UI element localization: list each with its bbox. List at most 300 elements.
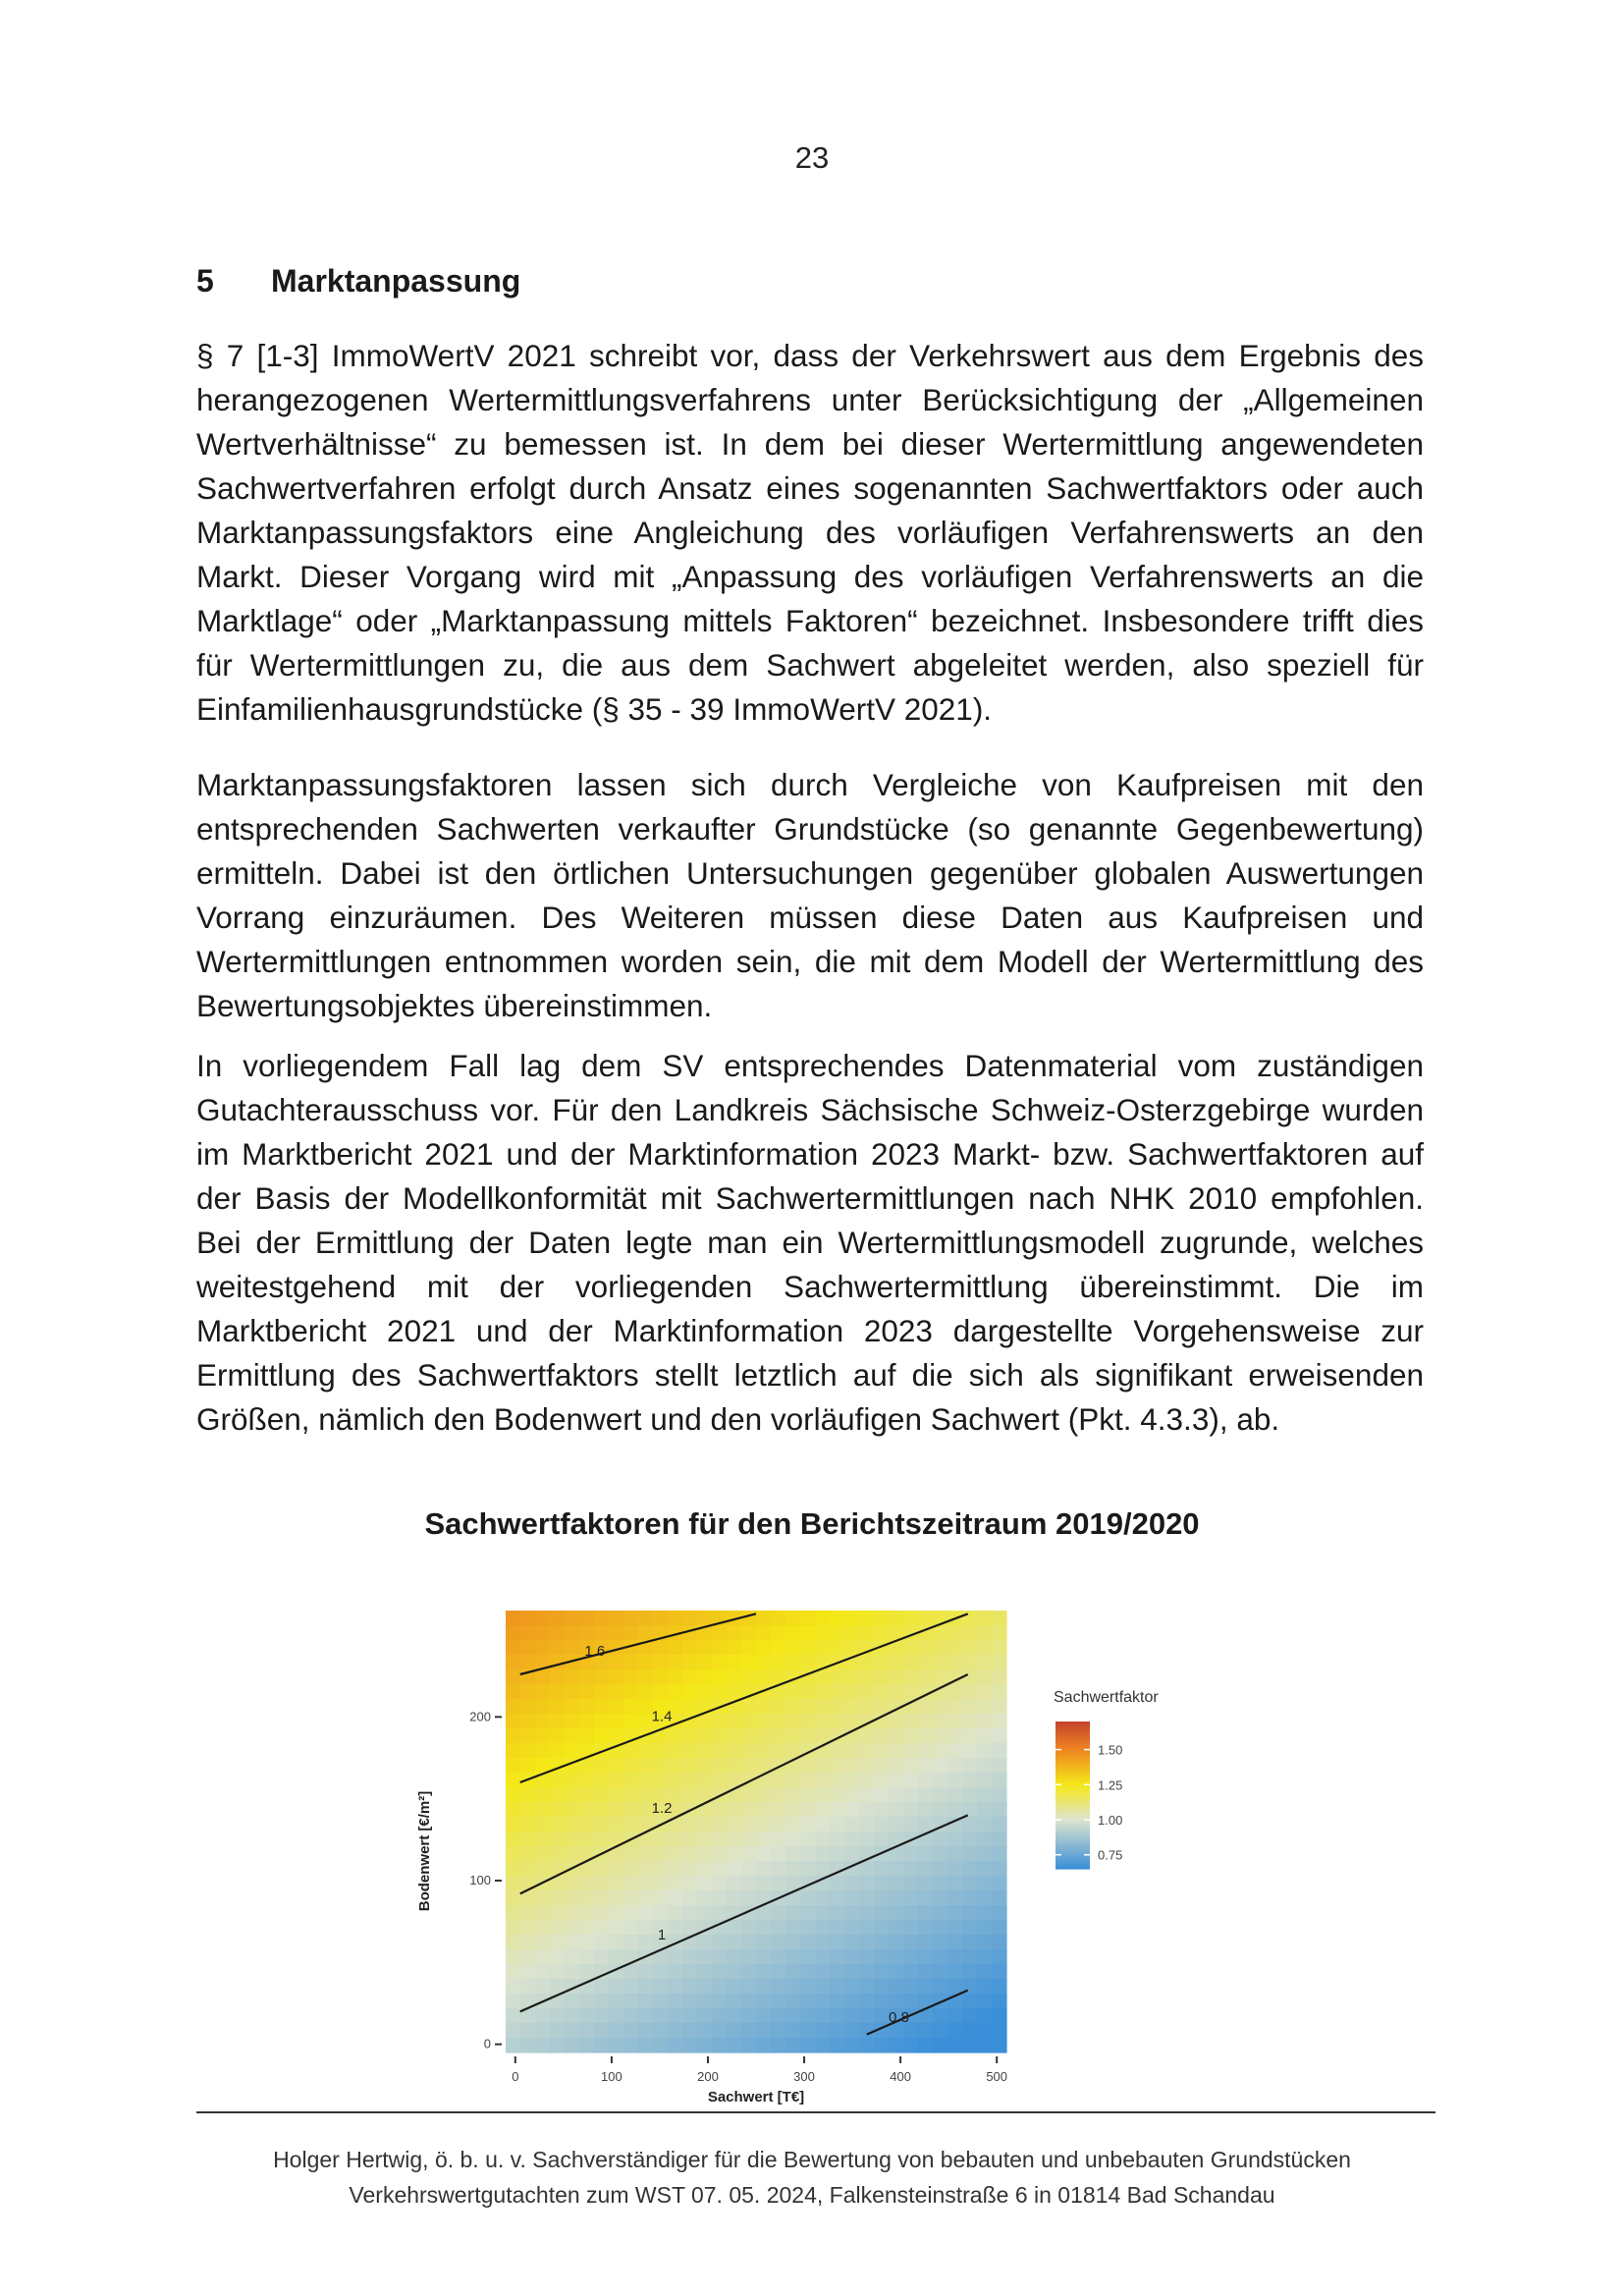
- section-title: Marktanpassung: [271, 263, 521, 299]
- heatmap-cell: [579, 1890, 595, 1906]
- heatmap-cell: [933, 1802, 948, 1818]
- heatmap-cell: [594, 1625, 610, 1641]
- heatmap-cell: [874, 1979, 890, 1995]
- heatmap-cell: [800, 1846, 816, 1862]
- heatmap-cell: [785, 1979, 801, 1995]
- heatmap-cell: [653, 2023, 669, 2039]
- heatmap-cell: [727, 1684, 742, 1700]
- heatmap-cell: [697, 1655, 713, 1670]
- heatmap-cell: [977, 1817, 993, 1832]
- heatmap-cell: [682, 1846, 698, 1862]
- heatmap-cell: [520, 1684, 536, 1700]
- heatmap-cell: [653, 1876, 669, 1891]
- heatmap-cell: [565, 1949, 580, 1965]
- heatmap-cell: [741, 1964, 757, 1980]
- heatmap-cell: [844, 1876, 860, 1891]
- x-tick-label: 100: [601, 2069, 623, 2084]
- heatmap-cell: [830, 1964, 845, 1980]
- heatmap-cell: [668, 1964, 683, 1980]
- contour-label: 1.4: [651, 1708, 673, 1725]
- heatmap-cell: [830, 1611, 845, 1626]
- heatmap-cell: [653, 1979, 669, 1995]
- contour-label: 0.8: [888, 2009, 909, 2027]
- heatmap-cell: [815, 1787, 831, 1803]
- heatmap-cell: [947, 1905, 963, 1921]
- heatmap-cell: [889, 1920, 904, 1936]
- heatmap-cell: [830, 1714, 845, 1729]
- heatmap-cell: [727, 1935, 742, 1950]
- heatmap-cell: [859, 1920, 875, 1936]
- heatmap-cell: [579, 2023, 595, 2039]
- heatmap-cell: [800, 2038, 816, 2053]
- heatmap-cell: [859, 1728, 875, 1744]
- heatmap-cell: [844, 1773, 860, 1788]
- heatmap-cell: [741, 1817, 757, 1832]
- heatmap-cell: [609, 1655, 624, 1670]
- heatmap-cell: [623, 1684, 639, 1700]
- heatmap-cell: [682, 1994, 698, 2009]
- heatmap-cell: [859, 1625, 875, 1641]
- heatmap-cell: [947, 1935, 963, 1950]
- heatmap-cell: [594, 1611, 610, 1626]
- heatmap-cell: [830, 1979, 845, 1995]
- heatmap-cell: [962, 1846, 978, 1862]
- heatmap-cell: [947, 1655, 963, 1670]
- heatmap-cell: [815, 1728, 831, 1744]
- heatmap-cell: [741, 1640, 757, 1656]
- heatmap-cell: [682, 1669, 698, 1685]
- heatmap-cell: [727, 1876, 742, 1891]
- heatmap-cell: [697, 1935, 713, 1950]
- heatmap-cell: [815, 1920, 831, 1936]
- sachwertfaktor-heatmap: [403, 1586, 1218, 2105]
- heatmap-cell: [520, 1699, 536, 1715]
- heatmap-cell: [756, 1640, 772, 1656]
- heatmap-cell: [800, 1684, 816, 1700]
- heatmap-cell: [653, 1611, 669, 1626]
- heatmap-cell: [844, 1802, 860, 1818]
- heatmap-cell: [535, 1802, 551, 1818]
- heatmap-cell: [697, 1890, 713, 1906]
- heatmap-cell: [520, 1758, 536, 1774]
- heatmap-cell: [889, 2038, 904, 2053]
- heatmap-cell: [815, 1611, 831, 1626]
- heatmap-cell: [771, 2008, 786, 2024]
- heatmap-cell: [874, 1817, 890, 1832]
- heatmap-cell: [697, 1640, 713, 1656]
- heatmap-cell: [933, 1714, 948, 1729]
- heatmap-cell: [977, 1655, 993, 1670]
- heatmap-cell: [933, 1979, 948, 1995]
- heatmap-cell: [535, 2023, 551, 2039]
- heatmap-cell: [550, 2008, 566, 2024]
- heatmap-cell: [800, 1758, 816, 1774]
- heatmap-cell: [947, 1714, 963, 1729]
- heatmap-cell: [623, 1802, 639, 1818]
- heatmap-cell: [815, 1699, 831, 1715]
- heatmap-cell: [682, 1743, 698, 1759]
- heatmap-cell: [727, 1979, 742, 1995]
- heatmap-cell: [889, 1743, 904, 1759]
- heatmap-cell: [889, 1949, 904, 1965]
- heatmap-cell: [771, 1876, 786, 1891]
- legend-tick-label: 0.75: [1098, 1847, 1123, 1863]
- heatmap-cell: [550, 1817, 566, 1832]
- footer-report: Verkehrswertgutachten zum WST 07. 05. 2024, Falkensteinstraße 6 in 01814 Bad Schandau: [349, 2182, 1275, 2208]
- heatmap-cell: [756, 1625, 772, 1641]
- heatmap-cell: [609, 1728, 624, 1744]
- heatmap-cell: [859, 2008, 875, 2024]
- heatmap-cell: [800, 1949, 816, 1965]
- heatmap-cell: [874, 1890, 890, 1906]
- heatmap-cell: [933, 1743, 948, 1759]
- heatmap-cell: [992, 1758, 1007, 1774]
- heatmap-cell: [535, 1831, 551, 1847]
- heatmap-cell: [565, 1669, 580, 1685]
- heatmap-cell: [579, 1625, 595, 1641]
- heatmap-cell: [623, 1935, 639, 1950]
- heatmap-cell: [756, 1831, 772, 1847]
- heatmap-cell: [506, 1994, 521, 2009]
- heatmap-cell: [977, 1949, 993, 1965]
- heatmap-cell: [756, 1669, 772, 1685]
- heatmap-cell: [535, 1846, 551, 1862]
- heatmap-cell: [859, 2038, 875, 2053]
- heatmap-cell: [992, 1655, 1007, 1670]
- heatmap-cell: [594, 1684, 610, 1700]
- heatmap-cell: [889, 1905, 904, 1921]
- heatmap-cell: [506, 1699, 521, 1715]
- heatmap-cell: [506, 1728, 521, 1744]
- heatmap-cell: [992, 1846, 1007, 1862]
- heatmap-cell: [962, 1787, 978, 1803]
- heatmap-cell: [682, 1699, 698, 1715]
- heatmap-cell: [771, 1743, 786, 1759]
- heatmap-cell: [638, 1861, 654, 1877]
- heatmap-cell: [771, 1802, 786, 1818]
- heatmap-cell: [859, 1655, 875, 1670]
- heatmap-cell: [565, 1890, 580, 1906]
- heatmap-cell: [844, 1817, 860, 1832]
- heatmap-cell: [727, 1817, 742, 1832]
- heatmap-cell: [815, 1802, 831, 1818]
- heatmap-cell: [697, 1876, 713, 1891]
- heatmap-cell: [653, 1846, 669, 1862]
- heatmap-cell: [785, 1714, 801, 1729]
- heatmap-cell: [623, 1920, 639, 1936]
- paragraph-market-factors: Marktanpassungsfaktoren lassen sich durch Vergleiche von Kaufpreisen mit den entsprechenden Sachwerten verkaufter Grundstücke (so genannte Gegenbewertung) ermitteln. Dabei ist den örtlichen Untersuchungen gegenüber globalen Auswertungen Vorrang einzuräumen. Des Weiteren müssen diese Daten aus Kaufpreisen und Wertermittlungen entnommen worden sein, die mit dem Modell der Wertermittlung des Bewertungsobjektes übereinstimmen.: [196, 767, 1424, 1023]
- heatmap-cell: [697, 1684, 713, 1700]
- heatmap-cell: [756, 1861, 772, 1877]
- heatmap-cell: [565, 1994, 580, 2009]
- heatmap-cell: [859, 1773, 875, 1788]
- heatmap-cell: [903, 1817, 919, 1832]
- heatmap-cell: [800, 1861, 816, 1877]
- heatmap-cell: [579, 1611, 595, 1626]
- heatmap-cell: [859, 1802, 875, 1818]
- heatmap-cell: [535, 1699, 551, 1715]
- heatmap-cell: [638, 2038, 654, 2053]
- heatmap-cell: [668, 1831, 683, 1847]
- heatmap-cell: [977, 1640, 993, 1656]
- heatmap-cell: [889, 1876, 904, 1891]
- heatmap-cell: [697, 2038, 713, 2053]
- paragraph-legal-basis: § 7 [1-3] ImmoWertV 2021 schreibt vor, dass der Verkehrswert aus dem Ergebnis des herangezogenen Wertermittlungsverfahrens unter Berücksichtigung der „Allgemeinen Wertverhältnisse“ zu bemessen ist. In dem bei dieser Wertermittlung angewendeten Sachwertverfahren erfolgt durch Ansatz eines sogenannten Sachwertfaktors oder auch Marktanpassungsfaktors eine Angleichung des vorläufigen Verfahrenswerts an den Markt. Dieser Vorgang wird mit „Anpassung des vorläufigen Verfahrenswerts an die Marktlage“ oder „Marktanpassung mittels Faktoren“ bezeichnet. Insbesondere trifft dies für Wertermittlungen zu, die aus dem Sachwert abgeleitet werden, also speziell für Einfamilienhausgrundstücke (§ 35 - 39 ImmoWertV 2021).: [196, 338, 1424, 727]
- heatmap-cell: [550, 1890, 566, 1906]
- heatmap-cell: [594, 1861, 610, 1877]
- heatmap-cell: [565, 2023, 580, 2039]
- legend-title: Sachwertfaktor: [1054, 1689, 1159, 1706]
- heatmap-cell: [579, 1831, 595, 1847]
- heatmap-cell: [756, 1846, 772, 1862]
- heatmap-cell: [609, 1890, 624, 1906]
- heatmap-cell: [874, 1728, 890, 1744]
- heatmap-cell: [918, 1773, 934, 1788]
- heatmap-cell: [771, 2038, 786, 2053]
- heatmap-cell: [741, 1949, 757, 1965]
- heatmap-cell: [609, 1787, 624, 1803]
- heatmap-cell: [506, 1802, 521, 1818]
- heatmap-cell: [977, 2038, 993, 2053]
- heatmap-cell: [506, 2023, 521, 2039]
- heatmap-cell: [609, 1758, 624, 1774]
- heatmap-cell: [535, 1728, 551, 1744]
- heatmap-cell: [741, 1758, 757, 1774]
- heatmap-cell: [947, 1979, 963, 1995]
- heatmap-cell: [933, 2038, 948, 2053]
- y-tick-label: 100: [469, 1873, 491, 1887]
- heatmap-cell: [668, 1817, 683, 1832]
- heatmap-cell: [506, 1979, 521, 1995]
- heatmap-cell: [594, 1714, 610, 1729]
- heatmap-cell: [609, 2008, 624, 2024]
- heatmap-cell: [800, 1773, 816, 1788]
- heatmap-cell: [859, 1905, 875, 1921]
- heatmap-cell: [638, 1743, 654, 1759]
- heatmap-cell: [844, 2008, 860, 2024]
- heatmap-cell: [506, 1920, 521, 1936]
- heatmap-cell: [682, 1949, 698, 1965]
- heatmap-cell: [609, 1994, 624, 2009]
- heatmap-cell: [506, 1831, 521, 1847]
- heatmap-cell: [506, 1669, 521, 1685]
- heatmap-cell: [800, 1787, 816, 1803]
- heatmap-cell: [727, 1758, 742, 1774]
- heatmap-cell: [903, 1743, 919, 1759]
- heatmap-cell: [520, 1905, 536, 1921]
- heatmap-cell: [727, 1890, 742, 1906]
- heatmap-cell: [697, 1861, 713, 1877]
- legend-swatch: [1056, 1867, 1090, 1870]
- heatmap-cell: [712, 1935, 728, 1950]
- heatmap-cell: [712, 2023, 728, 2039]
- heatmap-cell: [727, 1920, 742, 1936]
- heatmap-cell: [609, 1905, 624, 1921]
- heatmap-cell: [785, 1994, 801, 2009]
- heatmap-cell: [535, 1611, 551, 1626]
- heatmap-cell: [594, 1802, 610, 1818]
- heatmap-cell: [506, 1905, 521, 1921]
- heatmap-cell: [844, 1743, 860, 1759]
- heatmap-cell: [874, 1758, 890, 1774]
- heatmap-cell: [506, 1611, 521, 1626]
- heatmap-cell: [962, 1714, 978, 1729]
- heatmap-cell: [830, 1817, 845, 1832]
- heatmap-cell: [520, 1714, 536, 1729]
- heatmap-cell: [918, 1861, 934, 1877]
- heatmap-cell: [565, 1802, 580, 1818]
- heatmap-cell: [903, 1714, 919, 1729]
- heatmap-cell: [623, 1773, 639, 1788]
- heatmap-cell: [874, 2038, 890, 2053]
- heatmap-cell: [977, 1625, 993, 1641]
- heatmap-cell: [903, 1684, 919, 1700]
- heatmap-cell: [712, 1876, 728, 1891]
- heatmap-cell: [903, 1935, 919, 1950]
- heatmap-cell: [800, 1802, 816, 1818]
- heatmap-cell: [668, 1640, 683, 1656]
- heatmap-cell: [520, 1935, 536, 1950]
- heatmap-cell: [785, 1787, 801, 1803]
- heatmap-cell: [918, 1890, 934, 1906]
- heatmap-cell: [933, 1905, 948, 1921]
- heatmap-cell: [653, 1861, 669, 1877]
- heatmap-cell: [977, 1773, 993, 1788]
- heatmap-cell: [535, 1949, 551, 1965]
- heatmap-cell: [697, 1669, 713, 1685]
- heatmap-cell: [785, 1846, 801, 1862]
- heatmap-cell: [815, 1817, 831, 1832]
- heatmap-cell: [933, 1728, 948, 1744]
- heatmap-cell: [506, 1787, 521, 1803]
- heatmap-cell: [889, 1684, 904, 1700]
- heatmap-cell: [520, 1920, 536, 1936]
- heatmap-cell: [962, 1905, 978, 1921]
- heatmap-cell: [594, 1831, 610, 1847]
- heatmap-cell: [727, 1831, 742, 1847]
- x-axis-label: Sachwert [T€]: [707, 2089, 805, 2105]
- heatmap-cell: [918, 1655, 934, 1670]
- heatmap-cell: [741, 1699, 757, 1715]
- heatmap-cell: [623, 1669, 639, 1685]
- heatmap-cell: [712, 1964, 728, 1980]
- heatmap-cell: [874, 1802, 890, 1818]
- heatmap-cell: [756, 1964, 772, 1980]
- heatmap-cell: [889, 1935, 904, 1950]
- heatmap-cell: [903, 1846, 919, 1862]
- heatmap-cell: [550, 1861, 566, 1877]
- heatmap-cell: [785, 1611, 801, 1626]
- heatmap-cell: [638, 1846, 654, 1862]
- heatmap-cell: [565, 1773, 580, 1788]
- heatmap-cell: [785, 1684, 801, 1700]
- heatmap-cell: [992, 1831, 1007, 1847]
- heatmap-cell: [697, 1846, 713, 1862]
- page-number: 23: [794, 140, 830, 175]
- heatmap-cell: [903, 1728, 919, 1744]
- heatmap-cell: [830, 1890, 845, 1906]
- heatmap-cell: [830, 1699, 845, 1715]
- heatmap-cell: [844, 2023, 860, 2039]
- heatmap-cell: [830, 2038, 845, 2053]
- heatmap-cell: [741, 1935, 757, 1950]
- heatmap-cell: [859, 1876, 875, 1891]
- heatmap-cell: [623, 1876, 639, 1891]
- heatmap-cell: [520, 1787, 536, 1803]
- heatmap-cell: [520, 1802, 536, 1818]
- heatmap-cell: [918, 1611, 934, 1626]
- heatmap-cell: [668, 1669, 683, 1685]
- heatmap-cell: [550, 1743, 566, 1759]
- heatmap-cell: [874, 1611, 890, 1626]
- heatmap-cell: [682, 2038, 698, 2053]
- heatmap-cell: [844, 1979, 860, 1995]
- section-number: 5: [196, 263, 214, 299]
- heatmap-cell: [889, 1964, 904, 1980]
- heatmap-cell: [859, 1831, 875, 1847]
- heatmap-cell: [889, 1802, 904, 1818]
- heatmap-cell: [712, 1655, 728, 1670]
- heatmap-cell: [918, 2023, 934, 2039]
- heatmap-cell: [771, 1861, 786, 1877]
- heatmap-cell: [535, 1817, 551, 1832]
- heatmap-cell: [918, 2038, 934, 2053]
- heatmap-cell: [785, 1699, 801, 1715]
- heatmap-cell: [741, 1802, 757, 1818]
- heatmap-cell: [623, 1787, 639, 1803]
- heatmap-cell: [785, 2038, 801, 2053]
- heatmap-cell: [947, 1802, 963, 1818]
- heatmap-cell: [933, 1861, 948, 1877]
- heatmap-cell: [903, 1890, 919, 1906]
- heatmap-cell: [918, 1758, 934, 1774]
- heatmap-cell: [947, 1684, 963, 1700]
- heatmap-cell: [785, 1831, 801, 1847]
- heatmap-cell: [903, 1655, 919, 1670]
- heatmap-cell: [918, 1905, 934, 1921]
- heatmap-cell: [594, 1876, 610, 1891]
- heatmap-cell: [653, 1743, 669, 1759]
- heatmap-cell: [506, 1743, 521, 1759]
- heatmap-cell: [697, 2023, 713, 2039]
- heatmap-cell: [874, 1669, 890, 1685]
- heatmap-cell: [520, 1979, 536, 1995]
- heatmap-cell: [844, 1699, 860, 1715]
- heatmap-cell: [785, 1920, 801, 1936]
- heatmap-cell: [520, 1964, 536, 1980]
- heatmap-cell: [771, 1920, 786, 1936]
- heatmap-cell: [727, 1728, 742, 1744]
- heatmap-cell: [844, 1890, 860, 1906]
- heatmap-cell: [506, 1655, 521, 1670]
- heatmap-cell: [771, 1846, 786, 1862]
- heatmap-cell: [977, 1846, 993, 1862]
- heatmap-cell: [874, 1861, 890, 1877]
- heatmap-cell: [889, 1817, 904, 1832]
- heatmap-cell: [800, 1935, 816, 1950]
- heatmap-cell: [889, 1655, 904, 1670]
- heatmap-cell: [859, 1817, 875, 1832]
- heatmap-cell: [992, 1714, 1007, 1729]
- heatmap-cell: [947, 1846, 963, 1862]
- heatmap-cell: [785, 1728, 801, 1744]
- heatmap-cell: [668, 1979, 683, 1995]
- heatmap-cell: [977, 2008, 993, 2024]
- heatmap-cell: [682, 1890, 698, 1906]
- heatmap-cell: [903, 2038, 919, 2053]
- heatmap-cell: [682, 1817, 698, 1832]
- heatmap-cell: [889, 1861, 904, 1877]
